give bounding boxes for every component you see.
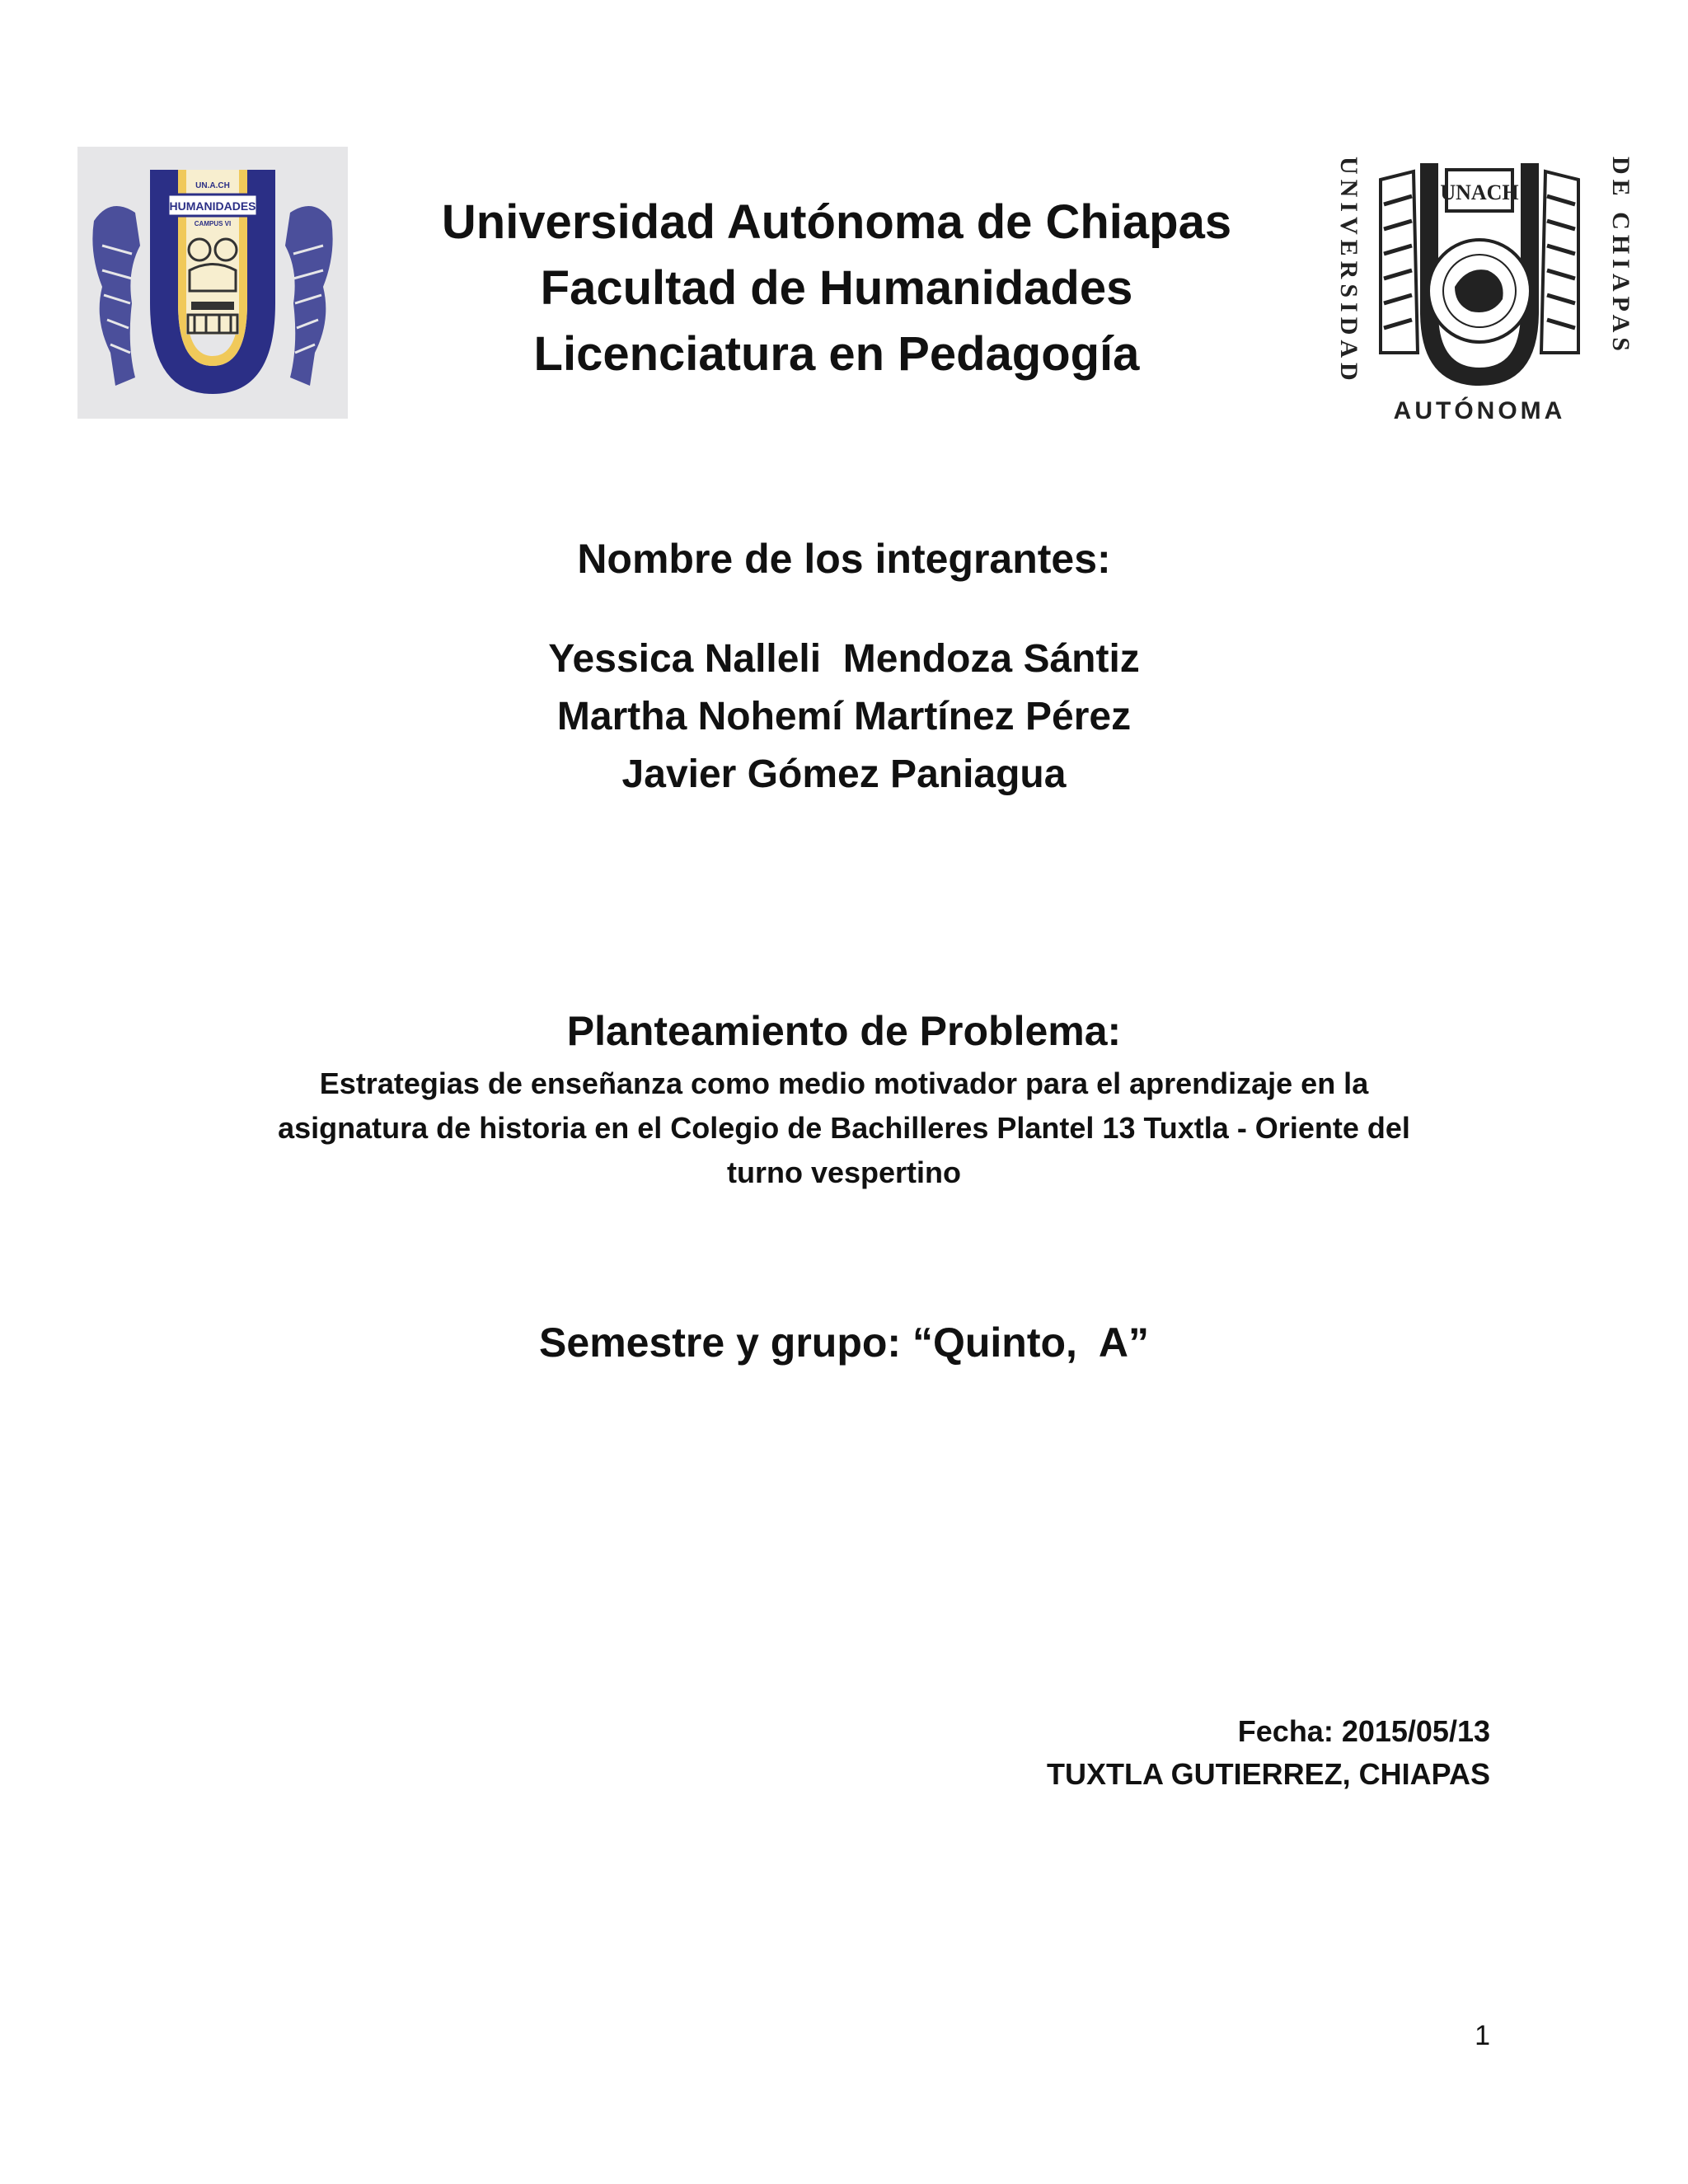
header [363, 190, 1311, 387]
page-number: 1 [1475, 2020, 1490, 2051]
problem-line: Estrategias de enseñanza como medio motivador para el aprendizaje en la [319, 1066, 1369, 1100]
semester-group: Semestre y grupo: “Quinto, A” [539, 1319, 1149, 1366]
svg-text:UN.A.CH: UN.A.CH [195, 181, 230, 190]
humanidades-emblem-icon [77, 147, 348, 419]
svg-text:UNACH: UNACH [1440, 180, 1519, 204]
unach-seal-icon [1323, 147, 1636, 427]
svg-text:CAMPUS VI: CAMPUS VI [194, 220, 232, 227]
faculty-title: Facultad de Humanidades [540, 261, 1133, 315]
member-name: Javier Gómez Paniagua [621, 752, 1067, 796]
members-label: Nombre de los integrantes: [577, 536, 1111, 582]
svg-text:HUMANIDADES: HUMANIDADES [169, 199, 256, 213]
member-name: Martha Nohemí Martínez Pérez [556, 695, 1132, 738]
place-line: TUXTLA GUTIERREZ, CHIAPAS [1047, 1757, 1490, 1791]
date-line: Fecha: 2015/05/13 [1237, 1714, 1490, 1748]
members-list [0, 630, 1688, 804]
humanidades-logo [77, 147, 348, 419]
university-title: Universidad Autónoma de Chiapas [441, 195, 1232, 249]
unach-logo [1323, 147, 1636, 427]
problem-line: asignatura de historia en el Colegio de Bachilleres Plantel 13 Tuxtla - Oriente del [278, 1111, 1410, 1145]
problem-label: Planteamiento de Problema: [566, 1008, 1122, 1054]
program-title: Licenciatura en Pedagogía [533, 327, 1140, 381]
svg-text:UNIVERSIDAD: UNIVERSIDAD [1335, 157, 1362, 386]
member-name: Yessica Nalleli Mendoza Sántiz [548, 637, 1140, 681]
svg-text:DE CHIAPAS: DE CHIAPAS [1607, 157, 1634, 356]
svg-text:AUTÓNOMA: AUTÓNOMA [1393, 397, 1566, 424]
problem-line: turno vespertino [726, 1155, 962, 1189]
problem-statement [181, 1062, 1507, 1195]
